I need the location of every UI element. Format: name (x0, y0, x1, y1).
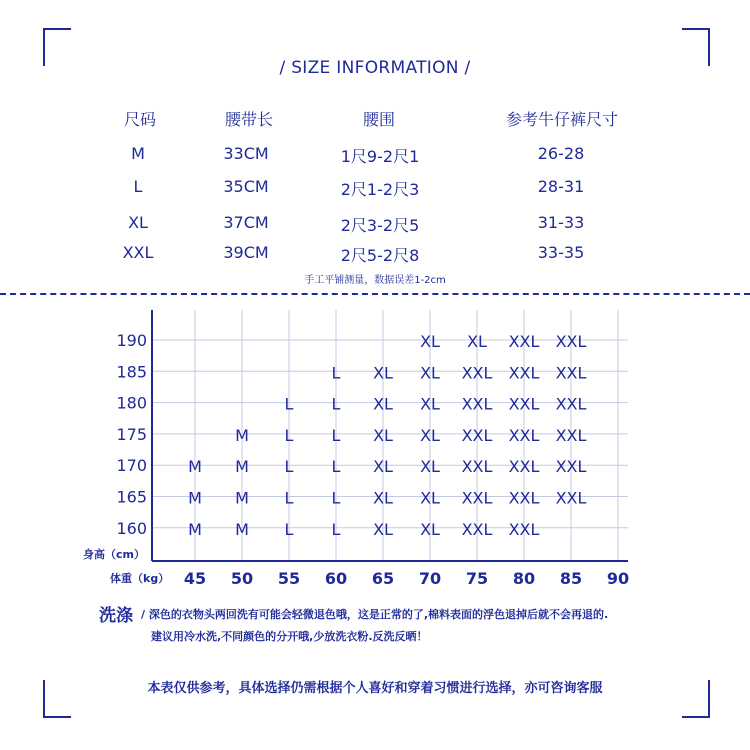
size-cell: XXL (555, 457, 587, 477)
wash-instruction-2: 建议用冷水洗,不同颜色的分开哦,少放洗衣粉.反洗反晒！ (151, 630, 428, 643)
size-cell: M (188, 488, 202, 508)
size-cell: XXL (555, 425, 587, 445)
x-tick-label: 85 (559, 569, 583, 588)
table-cell: 2尺3-2尺5 (340, 216, 420, 235)
table-cell: 1尺9-2尺1 (340, 147, 420, 166)
x-tick-label: 65 (371, 569, 395, 588)
size-cell: XXL (508, 457, 540, 477)
table-cell: 31-33 (537, 213, 585, 232)
header-size: 尺码 (123, 110, 157, 129)
size-cell: L (331, 519, 341, 539)
size-cell: XL (373, 519, 393, 539)
size-cell: M (235, 519, 249, 539)
x-tick-label: 50 (230, 569, 254, 588)
size-cell: XXL (461, 519, 493, 539)
y-tick-label: 170 (116, 456, 147, 476)
x-tick-label: 90 (606, 569, 630, 588)
y-axis-label: 身高（cm） (83, 548, 145, 561)
size-cell: L (284, 457, 294, 477)
size-cell: XL (420, 425, 440, 445)
x-tick-label: 80 (512, 569, 536, 588)
size-cell: M (235, 488, 249, 508)
size-cell: XL (420, 363, 440, 383)
size-cell: XXL (508, 488, 540, 508)
size-cell: XL (467, 332, 487, 351)
size-cell: L (284, 394, 294, 414)
size-cell: XXL (555, 488, 587, 508)
size-cell: L (331, 394, 341, 414)
x-axis-label: 体重（kg） (110, 572, 170, 585)
footer-disclaimer: 本表仅供参考，具体选择仍需根据个人喜好和穿着习惯进行选择，亦可咨询客服 (147, 681, 603, 696)
header-belt-length: 腰带长 (224, 110, 274, 129)
y-tick-label: 165 (116, 487, 147, 507)
table-cell: 33CM (223, 144, 269, 163)
y-tick-label: 190 (116, 331, 147, 350)
size-cell: XXL (508, 332, 540, 351)
x-tick-label: 75 (465, 569, 489, 588)
size-cell: XL (420, 332, 440, 351)
wash-title: 洗涤 (99, 606, 133, 626)
size-cell: L (331, 363, 341, 383)
size-cell: XL (420, 519, 440, 539)
y-tick-label: 160 (116, 518, 147, 538)
size-cell: XL (420, 457, 440, 477)
size-cell: XXL (508, 363, 540, 383)
size-cell: XXL (555, 394, 587, 414)
size-cell: XXL (461, 394, 493, 414)
y-tick-label: 180 (116, 393, 147, 413)
table-cell: XXL (122, 243, 154, 262)
size-cell: XXL (555, 332, 587, 351)
size-cell: L (331, 488, 341, 508)
size-cell: L (284, 488, 294, 508)
x-tick-label: 60 (324, 569, 348, 588)
table-cell: 2尺1-2尺3 (340, 180, 420, 199)
size-cell: L (331, 425, 341, 445)
table-cell: 39CM (223, 243, 269, 262)
size-cell: XXL (461, 488, 493, 508)
size-cell: L (284, 519, 294, 539)
header-jeans-size: 参考牛仔裤尺寸 (505, 110, 619, 129)
x-tick-label: 45 (183, 569, 207, 588)
size-cell: XXL (461, 425, 493, 445)
size-cell: M (188, 457, 202, 477)
y-tick-label: 185 (116, 362, 147, 382)
size-cell: XXL (461, 457, 493, 477)
size-cell: XXL (555, 363, 587, 383)
size-cell: XXL (508, 425, 540, 445)
header-waist: 腰围 (362, 110, 396, 129)
size-cell: M (235, 425, 249, 445)
size-cell: XL (373, 394, 393, 414)
size-cell: XL (420, 394, 440, 414)
size-cell: L (284, 425, 294, 445)
table-cell: 26-28 (537, 144, 585, 163)
table-cell: 37CM (223, 213, 269, 232)
size-cell: M (188, 519, 202, 539)
table-cell: M (131, 144, 145, 163)
size-cell: M (235, 457, 249, 477)
table-cell: L (133, 177, 143, 196)
size-cell: XL (373, 457, 393, 477)
size-cell: L (331, 457, 341, 477)
height-weight-size-chart (0, 300, 750, 590)
size-cell: XXL (508, 519, 540, 539)
x-tick-label: 55 (277, 569, 301, 588)
table-cell: XL (128, 213, 148, 232)
y-tick-label: 175 (116, 424, 147, 444)
page-title: / SIZE INFORMATION / (279, 58, 471, 78)
size-cell: XL (420, 488, 440, 508)
size-cell: XL (373, 488, 393, 508)
size-cell: XL (373, 363, 393, 383)
table-cell: 35CM (223, 177, 269, 196)
table-cell: 33-35 (537, 243, 585, 262)
size-cell: XL (373, 425, 393, 445)
table-cell: 28-31 (537, 177, 585, 196)
dashed-divider (0, 293, 750, 295)
measurement-note: 手工平铺测量，数据误差1-2cm (304, 275, 446, 286)
table-cell: 2尺5-2尺8 (340, 246, 420, 265)
size-cell: XXL (461, 363, 493, 383)
size-cell: XXL (508, 394, 540, 414)
x-tick-label: 70 (418, 569, 442, 588)
wash-instruction-1: / 深色的衣物头两回洗有可能会轻微退色哦，这是正常的了,棉料表面的浮色退掉后就不会再退的. (141, 608, 609, 621)
